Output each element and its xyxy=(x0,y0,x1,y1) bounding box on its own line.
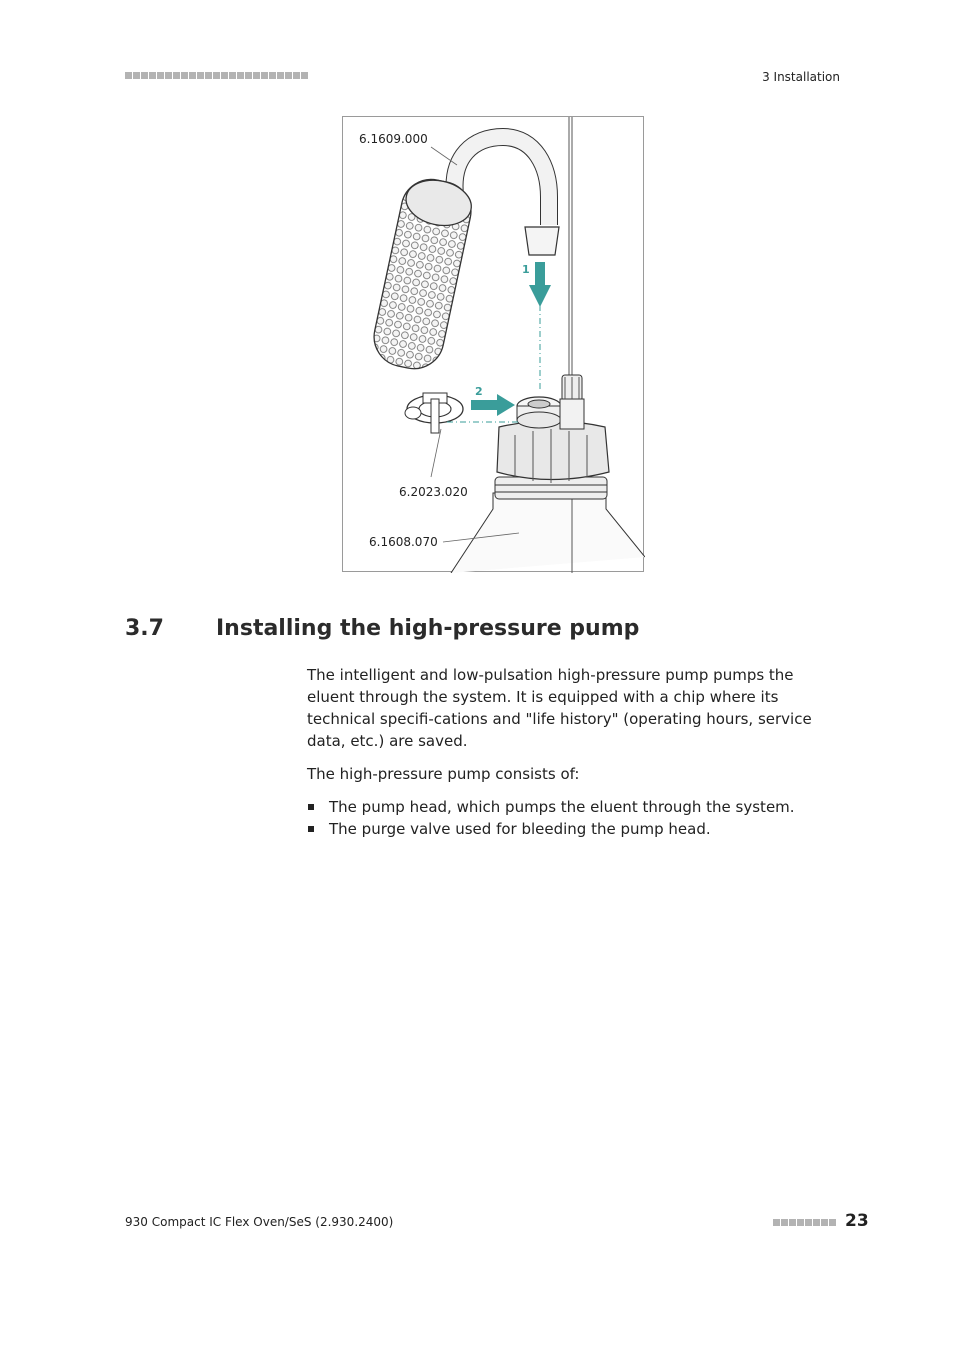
page-number: 23 xyxy=(845,1211,869,1231)
screw-cap xyxy=(497,421,609,480)
intro-paragraph: The intelligent and low-pulsation high-pressure pump pumps the eluent through the system. It is equipped with a chip where its technical specifi-cations and "life history" (operating hours, service data, etc.) are saved. xyxy=(307,666,812,750)
footer-product: 930 Compact IC Flex Oven/SeS (2.930.2400) xyxy=(125,1215,394,1229)
arrow-step-1 xyxy=(529,262,551,307)
tube-connector xyxy=(525,227,559,255)
holder-clip xyxy=(405,393,463,433)
component-list xyxy=(307,796,837,840)
list-item: The pump head, which pumps the eluent through the system. xyxy=(307,796,837,818)
list-item: The purge valve used for bleeding the pump head. xyxy=(307,818,837,840)
label-bottle: 6.1608.070 xyxy=(369,535,438,549)
section-body xyxy=(307,664,837,840)
label-holder: 6.2023.020 xyxy=(399,485,468,499)
label-step-2: 2 xyxy=(475,385,483,398)
footer-decoration xyxy=(773,1219,839,1227)
consists-paragraph: The high-pressure pump consists of: xyxy=(307,765,580,783)
chapter-header: 3 Installation xyxy=(762,70,840,84)
bottle-assembly-drawing xyxy=(343,117,645,573)
installation-figure xyxy=(342,116,644,572)
label-step-1: 1 xyxy=(522,263,530,276)
filter-body xyxy=(369,174,477,374)
bottle xyxy=(451,493,645,573)
section-title: Installing the high-pressure pump xyxy=(216,616,640,641)
label-adapter: 6.1609.000 xyxy=(359,132,428,146)
header-decoration xyxy=(125,72,307,80)
section-number: 3.7 xyxy=(125,616,164,641)
